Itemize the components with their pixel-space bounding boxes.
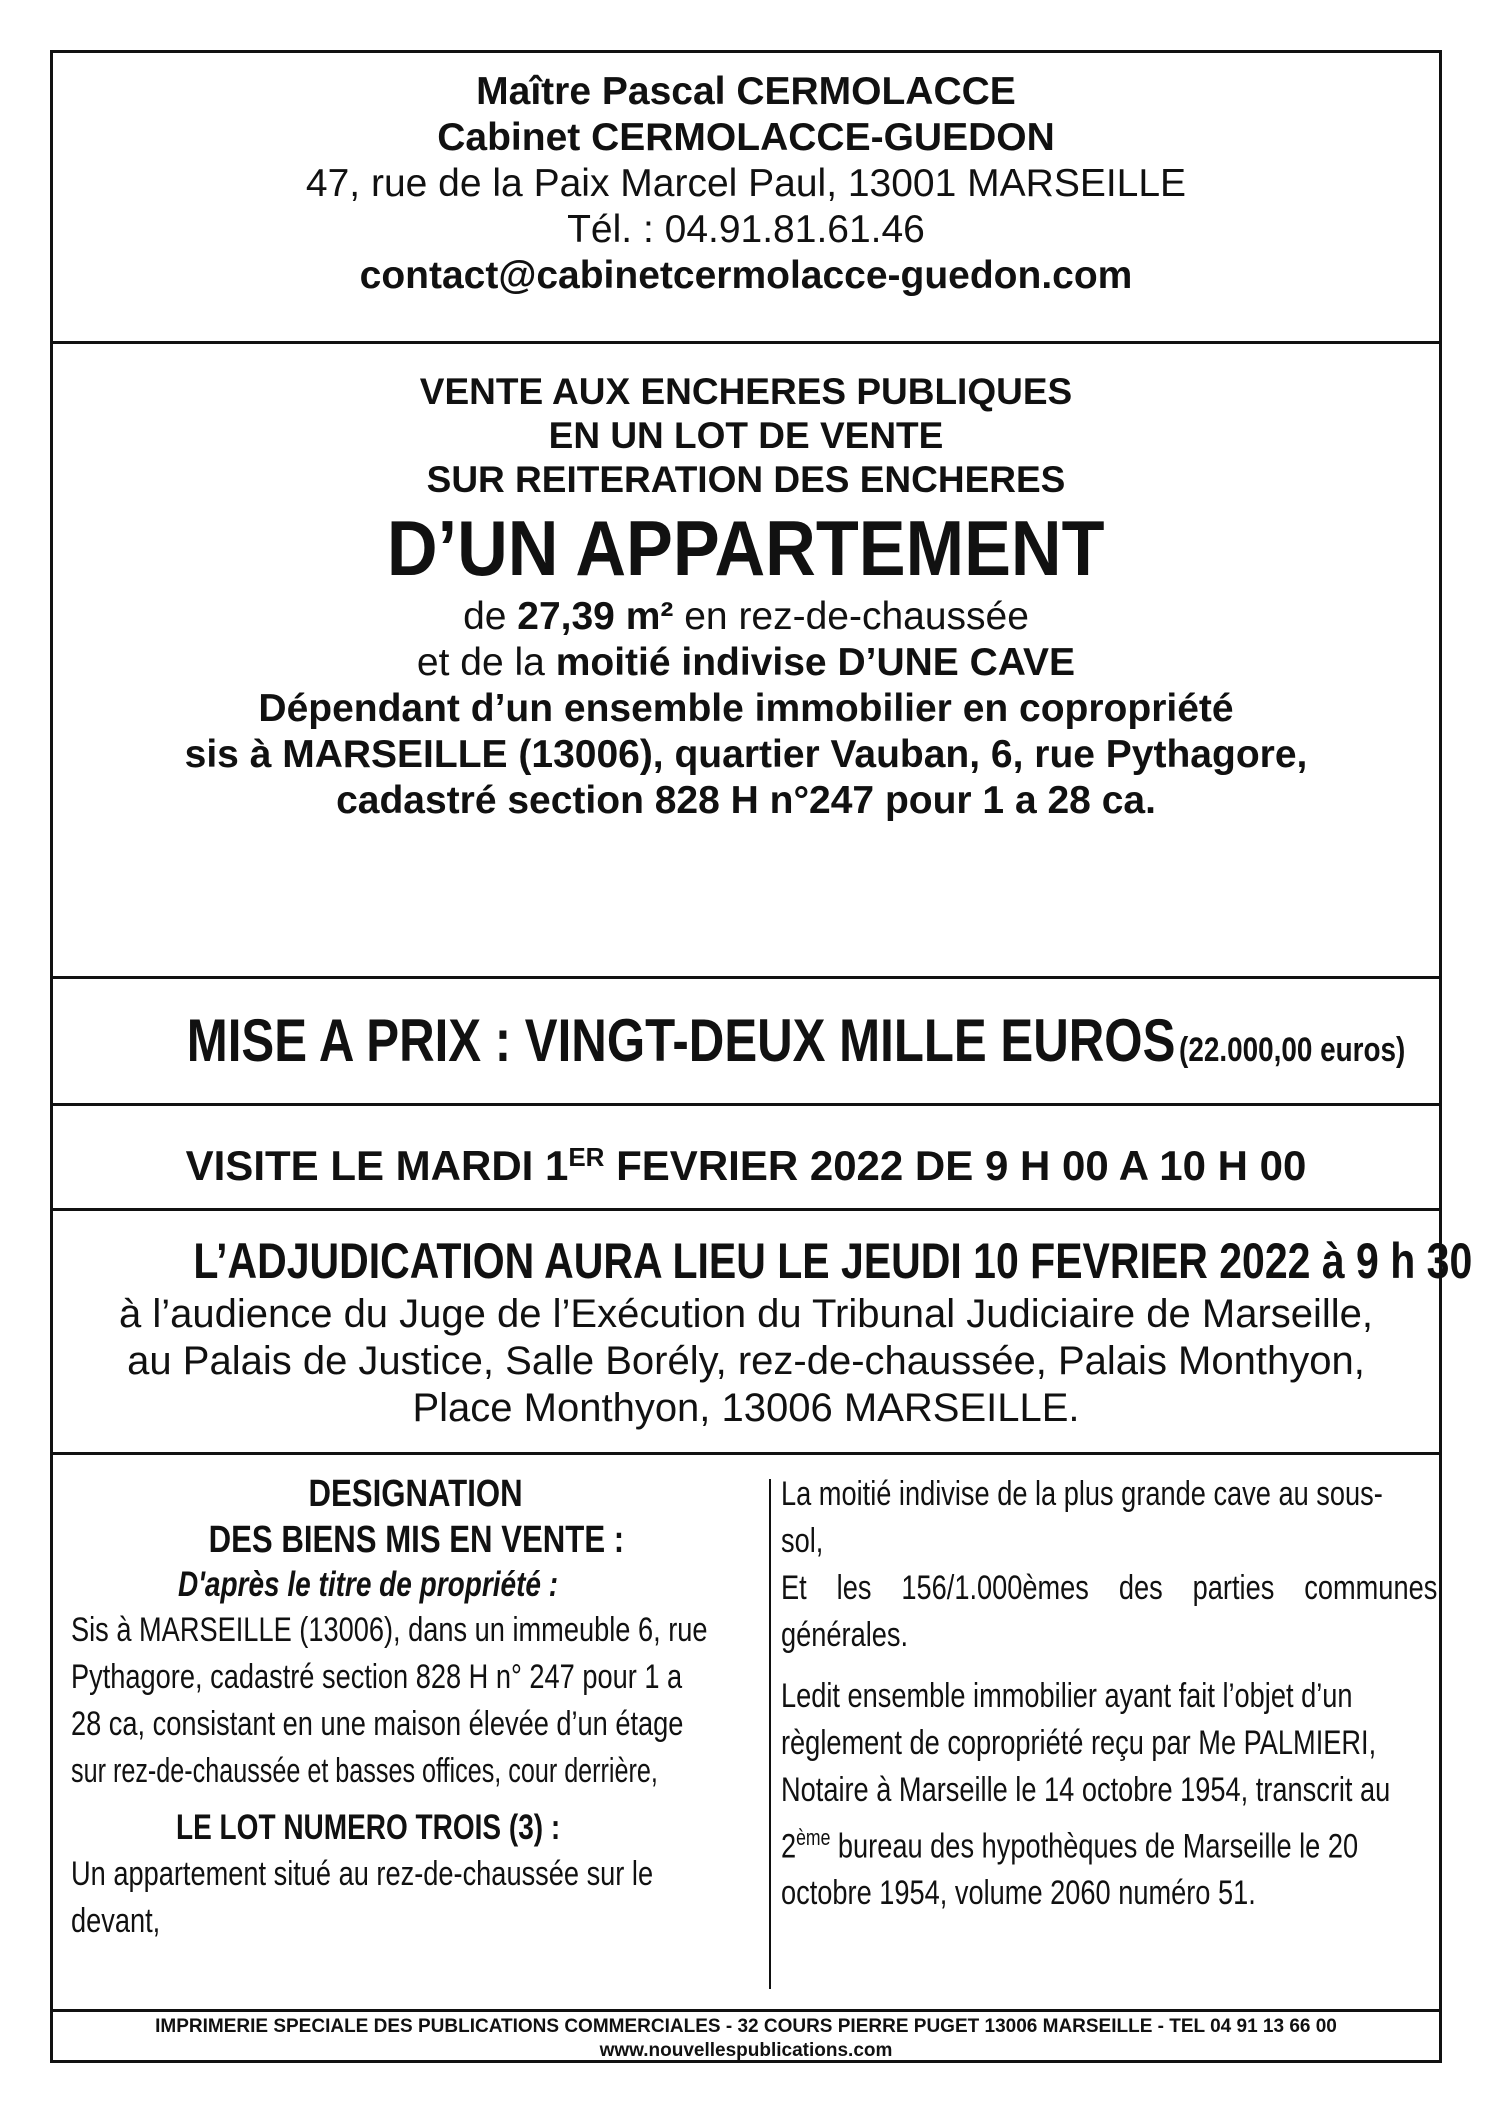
lot-line-2-text: devant, xyxy=(71,1902,161,1940)
cave-space xyxy=(827,641,838,684)
right-paragraph-2 xyxy=(781,1673,1431,1917)
cave-pre: et de la xyxy=(416,641,556,684)
area-value: 27,39 m² xyxy=(517,595,674,638)
lot-title-text: LE LOT NUMERO TROIS (3) : xyxy=(175,1808,561,1847)
p1-line-3-text: 28 ca, consistant en une maison élevée d’un étage xyxy=(71,1705,684,1743)
area-pre: de xyxy=(463,595,518,638)
lawyer-address: 47, rue de la Paix Marcel Paul, 13001 MARSEILLE xyxy=(305,162,1187,205)
prix-main: MISE A PRIX : VINGT-DEUX MILLE EUROS xyxy=(186,1007,1176,1074)
designation-paragraph-1 xyxy=(71,1607,761,1795)
designation-subtitle-text: D'après le titre de propriété : xyxy=(178,1565,559,1604)
designation-heading-1-text: DESIGNATION xyxy=(308,1473,524,1515)
lawyer-phone: Tél. : 04.91.81.61.46 xyxy=(567,208,925,251)
lot-title xyxy=(71,1805,761,1851)
right-gap xyxy=(781,1659,1431,1673)
p1-line-2 xyxy=(71,1654,761,1701)
r-line-1 xyxy=(781,1471,1431,1518)
right-paragraph-1 xyxy=(781,1471,1438,1659)
lot-line-1 xyxy=(71,1851,761,1898)
column-divider xyxy=(769,1479,771,1989)
adjudication-box xyxy=(53,1211,1473,1455)
p1-line-4-text: sur rez-de-chaussée et basses offices, cour derrière, xyxy=(71,1752,658,1790)
r-line-9-text: octobre 1954, volume 2060 numéro 51. xyxy=(781,1874,1256,1913)
r-line-3-text: Et les 156/1.000èmes des parties communes xyxy=(781,1569,1438,1607)
sale-line-2: EN UN LOT DE VENTE xyxy=(548,415,944,456)
r-line-4-text: générales. xyxy=(781,1616,909,1654)
p1-line-2-text: Pythagore, cadastré section 828 H n° 247 pour 1 a xyxy=(71,1658,683,1696)
designation-box xyxy=(53,1455,1439,2060)
visite-sup: ER xyxy=(568,1142,605,1172)
r-line-9 xyxy=(781,1870,1431,1917)
r-line-7 xyxy=(781,1767,1431,1814)
title-wrapper xyxy=(53,502,1439,594)
p1-line-1 xyxy=(71,1607,761,1654)
designation-heading-2 xyxy=(71,1517,761,1563)
designation-heading-2-text: DES BIENS MIS EN VENTE : xyxy=(208,1519,624,1561)
designation-right-column xyxy=(781,1471,1438,2011)
adjudication-line-3: Place Monthyon, 13006 MARSEILLE. xyxy=(412,1386,1080,1430)
prix-inner xyxy=(187,1006,1406,1076)
lawyer-header xyxy=(53,53,1439,344)
location-line: sis à MARSEILLE (13006), quartier Vauban, 6, rue Pythagore, xyxy=(184,733,1308,776)
r-line-5 xyxy=(781,1673,1431,1720)
printer-website: www.nouvellespublications.com xyxy=(599,2040,893,2061)
designation-left-column xyxy=(71,1471,761,2011)
adjudication-line-2: au Palais de Justice, Salle Borély, rez-de-chaussée, Palais Monthyon, xyxy=(127,1339,1365,1383)
r-line-6 xyxy=(781,1720,1431,1767)
dependant-line: Dépendant d’un ensemble immobilier en copropriété xyxy=(258,687,1234,730)
r-line-3 xyxy=(781,1565,1438,1612)
cadastre-line: cadastré section 828 H n°247 pour 1 a 28 ca. xyxy=(336,779,1156,822)
r-line-8 xyxy=(781,1814,1431,1870)
r-line-2-text: sol, xyxy=(781,1522,824,1560)
cave-line xyxy=(53,640,1439,686)
r-line-8-post: bureau des hypothèques de Marseille le 20 xyxy=(830,1827,1359,1866)
area-line xyxy=(53,594,1439,640)
adj-title-wrapper xyxy=(53,1231,1473,1291)
printer-footer xyxy=(53,2015,1439,2063)
r-line-6-text: règlement de copropriété reçu par Me PALMIERI, xyxy=(781,1724,1377,1762)
sale-title: D’UN APPARTEMENT xyxy=(387,504,1105,592)
lot-paragraph xyxy=(71,1851,761,1945)
printer-info: IMPRIMERIE SPECIALE DES PUBLICATIONS COMMERCIALES - 32 COURS PIERRE PUGET 13006 MARSEILLE - TEL 04 91 13 66 00 xyxy=(155,2016,1337,2037)
lawyer-email: contact@cabinetcermolacce-guedon.com xyxy=(359,254,1133,297)
r-line-8-text xyxy=(781,1814,1358,1870)
prix-amount: (22.000,00 euros) xyxy=(1179,1031,1406,1069)
adjudication-title: L’ADJUDICATION AURA LIEU LE JEUDI 10 FEVRIER 2022 à 9 h 30 xyxy=(193,1233,1473,1289)
p1-line-4 xyxy=(71,1748,761,1795)
r-line-5-text: Ledit ensemble immobilier ayant fait l’objet d’un xyxy=(781,1677,1353,1715)
r-line-8-sup: ème xyxy=(796,1825,831,1850)
r-line-2 xyxy=(781,1518,1431,1565)
cabinet-name: Cabinet CERMOLACCE-GUEDON xyxy=(437,116,1055,159)
visite-pre: VISITE LE MARDI 1 xyxy=(185,1142,569,1189)
cave-bold-1: moitié indivise xyxy=(555,641,827,684)
mise-a-prix xyxy=(53,979,1439,1106)
designation-subtitle xyxy=(71,1563,761,1607)
p1-line-1-text: Sis à MARSEILLE (13006), dans un immeuble 6, rue xyxy=(71,1611,708,1649)
prix-wrapper xyxy=(53,1006,1439,1076)
lot-line-2 xyxy=(71,1898,761,1945)
visite-box xyxy=(53,1106,1439,1211)
designation-heading-1 xyxy=(71,1471,761,1517)
footer-separator xyxy=(53,2009,1439,2012)
visite-post: FEVRIER 2022 DE 9 H 00 A 10 H 00 xyxy=(604,1142,1307,1189)
r-line-1-text: La moitié indivise de la plus grande cave au sous- xyxy=(781,1475,1383,1513)
sale-description xyxy=(53,344,1439,979)
r-line-7-text: Notaire à Marseille le 14 octobre 1954, transcrit au xyxy=(781,1771,1391,1809)
area-post: en rez-de-chaussée xyxy=(673,595,1029,638)
adjudication-line-1: à l’audience du Juge de l’Exécution du Tribunal Judiciaire de Marseille, xyxy=(118,1292,1374,1336)
lawyer-name: Maître Pascal CERMOLACCE xyxy=(476,70,1016,113)
sale-line-3: SUR REITERATION DES ENCHERES xyxy=(426,459,1066,500)
visite-line xyxy=(53,1132,1439,1191)
r-line-4 xyxy=(781,1612,1431,1659)
lot-line-1-text: Un appartement situé au rez-de-chaussée sur le xyxy=(71,1855,654,1893)
cave-bold-2: D’UNE CAVE xyxy=(837,641,1076,684)
sale-line-1: VENTE AUX ENCHERES PUBLIQUES xyxy=(419,371,1073,412)
notice-frame xyxy=(50,50,1473,2063)
r-line-8-pre: 2 xyxy=(781,1827,797,1866)
p1-line-3 xyxy=(71,1701,761,1748)
